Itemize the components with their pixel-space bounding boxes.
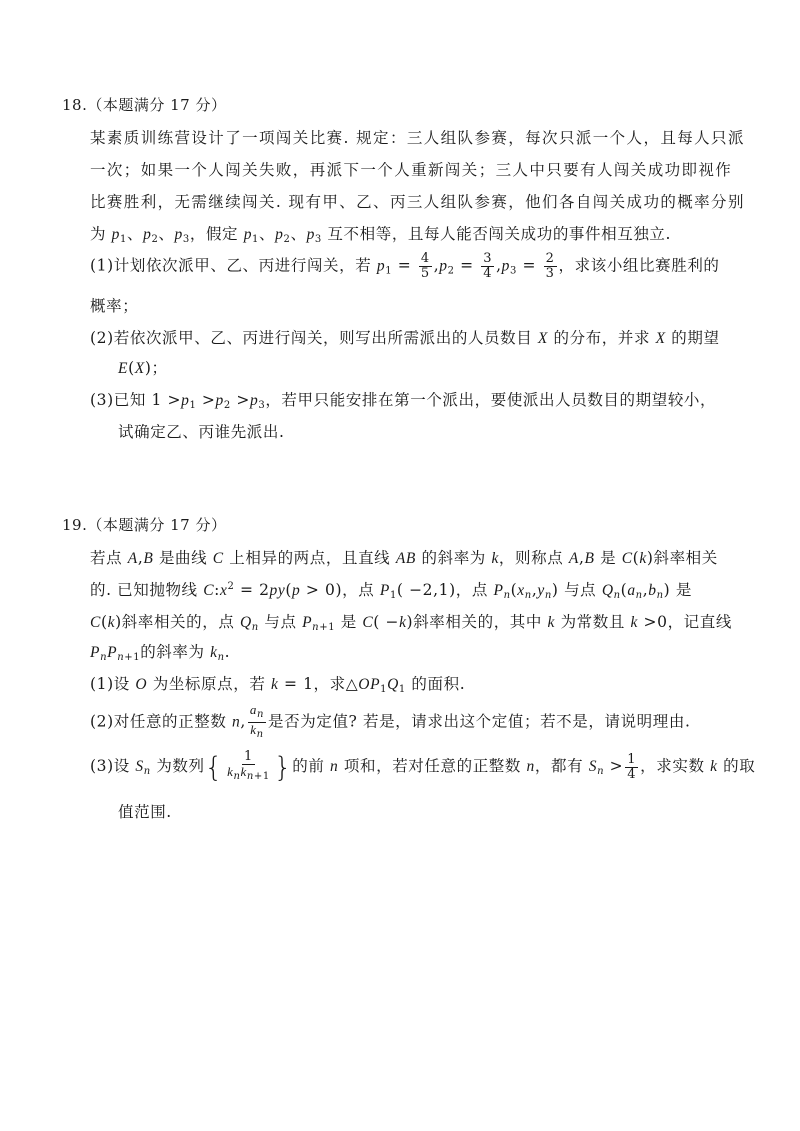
q19-part-3-cont: 值范围. — [118, 803, 172, 821]
q19-title — [62, 514, 226, 535]
q19-part-1: (1)设 O 为坐标原点，若 k = 1，求$\triangle OP_1Q_1$ 的面积. — [90, 675, 466, 695]
q18-part-3: (3)已知 $1 >p_1 >p_2 >p_3$，若甲只能安排在第一个派出，要使派出人员数目的期望较小， — [90, 391, 717, 411]
fraction-an-kn: $\frac{a_n}{k_n}$ — [249, 702, 265, 740]
q19-stem-line-1: 若点 A,B 是曲线 C 上相异的两点，且直线 AB 的斜率为 k，则称点 A,B 是 C(k)斜率相关 — [90, 549, 718, 567]
q19-stem-line-4: $P_nP_{n+1}$的斜率为 $k_n$. — [90, 643, 231, 663]
q18-part-2-cont: E(X)； — [118, 359, 168, 377]
fraction-3-4: $\frac{3}{4}$ — [483, 251, 493, 281]
q18-stem-line-3: 比赛胜利，无需继续闯关. 现有甲、乙、丙三人组队参赛，他们各自闯关成功的概率分别 — [90, 193, 745, 211]
q18-part-1-cont: 概率； — [90, 297, 139, 315]
q19-stem-line-2: 的. 已知抛物线 $C:x^2 = 2py(p > 0)$，点 $P_1( -2,1)$，点 $P_n(x_n,y_n)$ 与点 $Q_n(a_n,b_n)$ 是 — [90, 581, 692, 601]
q18-title — [62, 94, 226, 115]
q18-stem-line-1: 某素质训练营设计了一项闯关比赛. 规定：三人组队参赛，每次只派一个人，且每人只派 — [90, 129, 745, 147]
fraction-4-5: $\frac{4}{5}$ — [420, 251, 430, 281]
q19-header: （本题满分 17 分） — [87, 516, 227, 534]
q18-part-3-cont: 试确定乙、丙谁先派出. — [118, 423, 285, 441]
q18-header: （本题满分 17 分） — [87, 96, 227, 114]
q18-number: 18. — [62, 96, 88, 114]
fraction-1-4: $\frac{1}{4}$ — [627, 751, 637, 782]
q18-stem-line-2: 一次；如果一个人闯关失败，再派下一个人重新闯关；三人中只要有人闯关成功即视作 — [90, 161, 733, 179]
q18-part-1: (1)计划依次派甲、乙、丙进行闯关，若 $p_1$ = $\frac{4}{5}$ $,p_2$ = $\frac{3}{4}$ $,p_3$ = $\frac{2}{3}$ ，求该小组比赛胜利的 — [90, 251, 720, 281]
q18-part-2: (2)若依次派甲、乙、丙进行闯关，则写出所需派出的人员数目 X 的分布，并求 X 的期望 — [90, 329, 720, 347]
q19-part-3: (3)设 $S_n$ 为数列{ $\frac{1}{k_nk_{n+1}}$ }的前 n 项和，若对任意的正整数 n，都有 $S_n$ > $\frac{1}{4}$ ，求实数 k 的取 — [90, 749, 756, 784]
q18-stem-line-4: 为 $p_1$、$p_2$、$p_3$，假定 $p_1$、$p_2$、$p_3$ 互不相等，且每人能否闯关成功的事件相互独立. — [90, 225, 672, 245]
q19-part-2: (2)对任意的正整数 n, $\frac{a_n}{k_n}$ 是否为定值? 若是，请求出这个定值；若不是，请说明理由. — [90, 702, 691, 740]
q19-number: 19. — [62, 516, 88, 534]
q19-stem-line-3: C(k)斜率相关的，点 $Q_n$ 与点 $P_{n+1}$ 是 C( −k)斜率相关的，其中 k 为常数且 k >0，记直线 — [90, 613, 732, 633]
fraction-2-3: $\frac{2}{3}$ — [545, 251, 555, 281]
fraction-sequence-term: $\frac{1}{k_nk_{n+1}}$ — [227, 749, 270, 782]
